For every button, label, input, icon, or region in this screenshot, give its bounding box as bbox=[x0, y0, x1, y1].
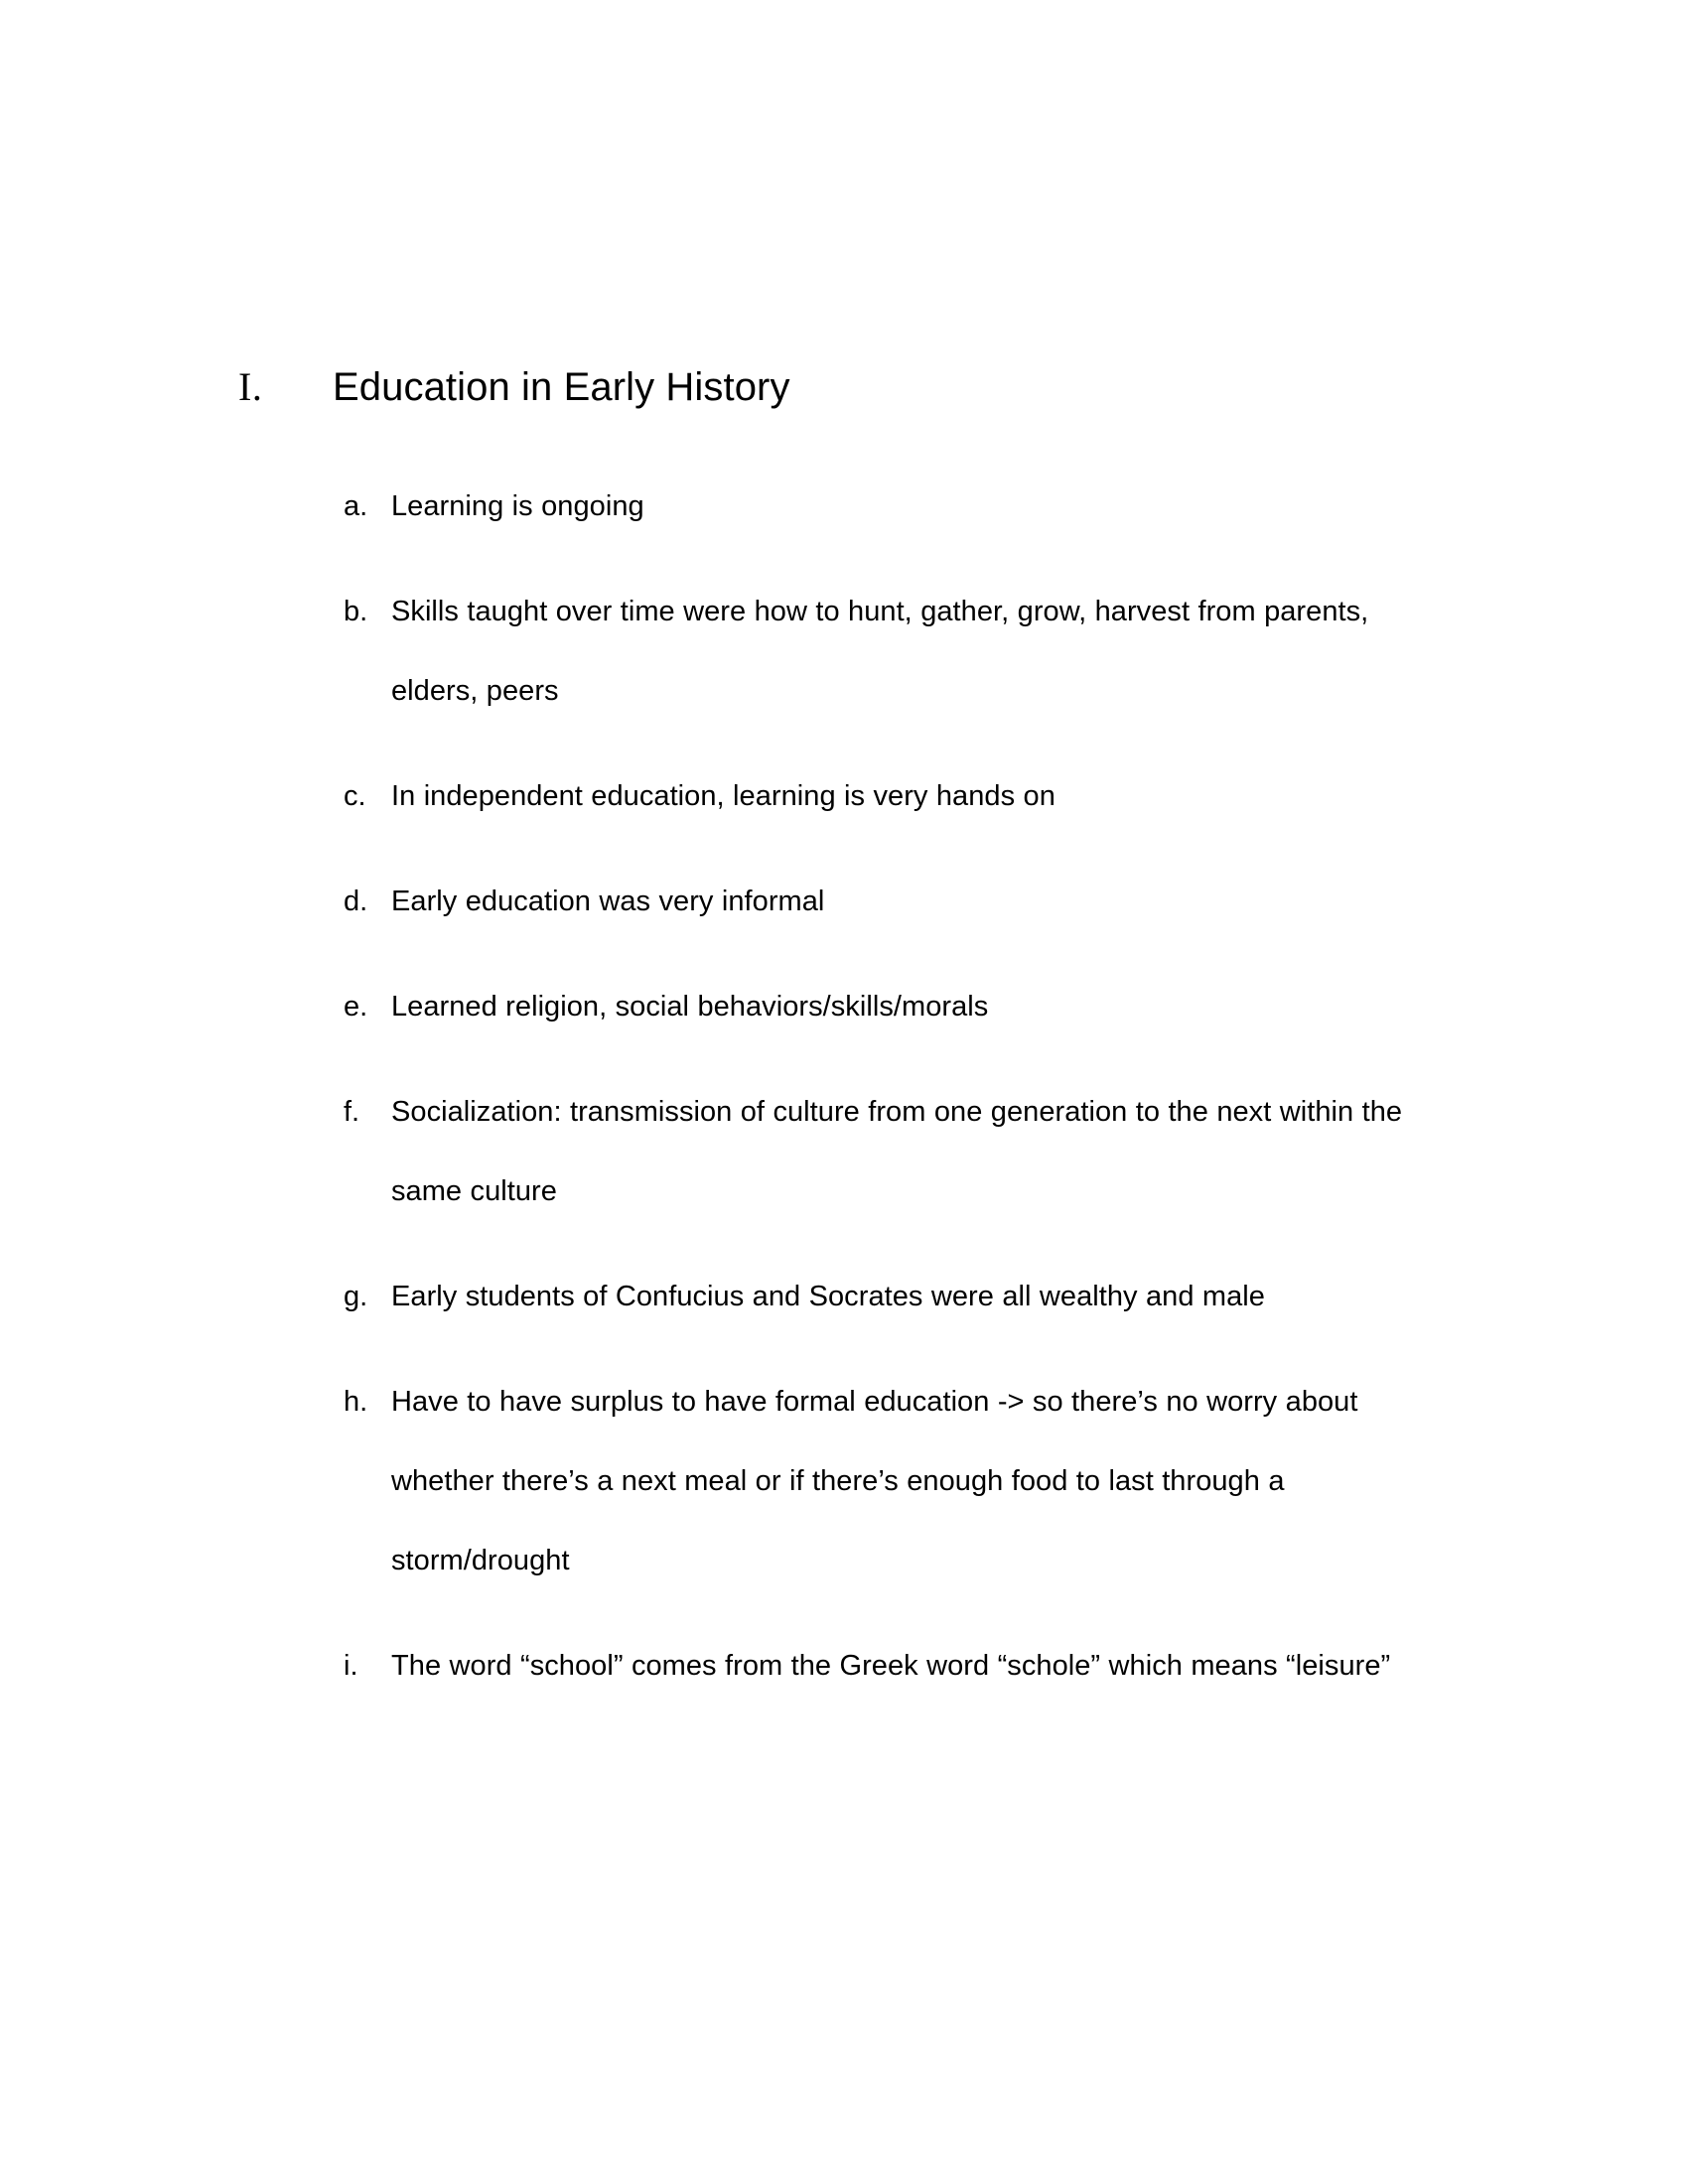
list-item-marker: b. bbox=[344, 596, 368, 627]
list-item bbox=[344, 862, 1412, 941]
list-item-marker: c. bbox=[344, 780, 366, 812]
list-item bbox=[344, 1257, 1412, 1336]
list-item-text: In independent education, learning is very hands on bbox=[391, 780, 1055, 812]
list-item-marker: i. bbox=[344, 1650, 358, 1682]
list-item bbox=[344, 572, 1412, 731]
list-item bbox=[344, 967, 1412, 1046]
list-item-marker: g. bbox=[344, 1281, 368, 1312]
list-item bbox=[344, 467, 1412, 546]
list-item bbox=[344, 1072, 1412, 1231]
list-item-marker: d. bbox=[344, 886, 368, 917]
list-item-text: Learning is ongoing bbox=[391, 490, 644, 522]
heading-education-in-early-history bbox=[238, 364, 1430, 409]
list-item-text: Learned religion, social behaviors/skills/morals bbox=[391, 991, 989, 1023]
list-item-marker: h. bbox=[344, 1386, 368, 1418]
list-item-text: Socialization: transmission of culture from one generation to the next within the same culture bbox=[391, 1096, 1403, 1207]
list-item-text: Skills taught over time were how to hunt, gather, grow, harvest from parents, elders, peers bbox=[391, 596, 1369, 707]
list-item-text: Have to have surplus to have formal education -> so there’s no worry about whether there’s a next meal or if there’s enough food to last through a storm/drought bbox=[391, 1386, 1358, 1576]
list-item-marker: e. bbox=[344, 991, 368, 1023]
list-item-text: Early education was very informal bbox=[391, 886, 825, 917]
list-item-marker: a. bbox=[344, 490, 368, 522]
list-item bbox=[344, 1362, 1412, 1600]
list-item-text: The word “school” comes from the Greek word “schole” which means “leisure” bbox=[391, 1650, 1391, 1682]
list-item bbox=[344, 756, 1412, 836]
heading-marker: I. bbox=[238, 364, 263, 409]
lettered-outline-list bbox=[344, 467, 1412, 1706]
page-title: Education in Early History bbox=[333, 365, 790, 409]
list-item bbox=[344, 1626, 1412, 1706]
list-item-marker: f. bbox=[344, 1096, 360, 1128]
list-item-text: Early students of Confucius and Socrates were all wealthy and male bbox=[391, 1281, 1265, 1312]
